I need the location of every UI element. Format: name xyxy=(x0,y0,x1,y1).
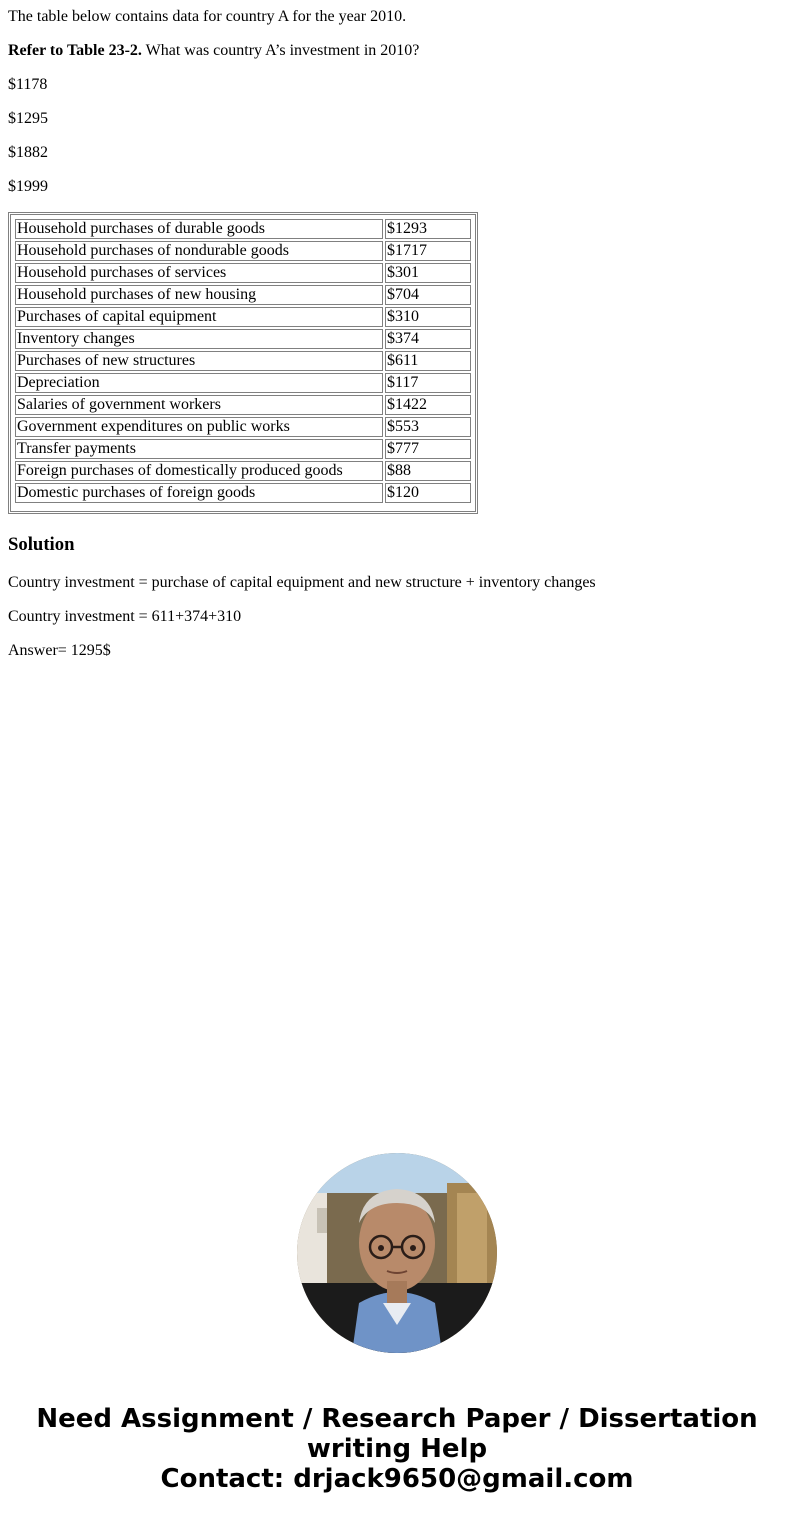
question-text xyxy=(8,42,419,60)
table-cell-value: $1717 xyxy=(385,241,471,261)
table-cell-label: Depreciation xyxy=(15,373,383,393)
table-cell-label: Household purchases of services xyxy=(15,263,383,283)
table-cell-label: Domestic purchases of foreign goods xyxy=(15,483,383,503)
table-row xyxy=(15,285,471,305)
question-ref: Refer to Table 23-2. xyxy=(8,42,142,59)
solution-line-2: Country investment = 611+374+310 xyxy=(8,608,242,625)
advertisement xyxy=(0,1404,794,1494)
table-row xyxy=(15,307,471,327)
table-cell-value: $704 xyxy=(385,285,471,305)
table-cell-value: $1422 xyxy=(385,395,471,415)
table-cell-label: Inventory changes xyxy=(15,329,383,349)
table-cell-label: Foreign purchases of domestically produced goods xyxy=(15,461,383,481)
table-row xyxy=(15,461,471,481)
table-row xyxy=(15,263,471,283)
table-cell-value: $301 xyxy=(385,263,471,283)
option-3: $1882 xyxy=(8,144,48,161)
table-row xyxy=(15,219,471,239)
table-cell-value: $310 xyxy=(385,307,471,327)
solution-heading: Solution xyxy=(8,534,75,555)
ad-line-1: Need Assignment / Research Paper / Dissertation xyxy=(36,1404,758,1434)
table-cell-label: Household purchases of new housing xyxy=(15,285,383,305)
table-cell-value: $117 xyxy=(385,373,471,393)
intro-text: The table below contains data for country A for the year 2010. xyxy=(8,8,407,25)
table-cell-value: $1293 xyxy=(385,219,471,239)
table-row xyxy=(15,373,471,393)
option-1: $1178 xyxy=(8,76,48,93)
data-table xyxy=(11,215,475,511)
author-photo-image xyxy=(297,1153,497,1353)
option-4: $1999 xyxy=(8,178,48,195)
table-cell-value: $120 xyxy=(385,483,471,503)
table-cell-label: Government expenditures on public works xyxy=(15,417,383,437)
table-cell-label: Household purchases of durable goods xyxy=(15,219,383,239)
table-cell-label: Purchases of capital equipment xyxy=(15,307,383,327)
table-cell-label: Purchases of new structures xyxy=(15,351,383,371)
data-table-container xyxy=(8,212,478,514)
table-row xyxy=(15,241,471,261)
option-2: $1295 xyxy=(8,110,48,127)
table-cell-value: $374 xyxy=(385,329,471,349)
table-cell-value: $553 xyxy=(385,417,471,437)
solution-answer: Answer= 1295$ xyxy=(8,642,111,659)
table-cell-label: Transfer payments xyxy=(15,439,383,459)
ad-line-2: writing Help xyxy=(306,1434,488,1464)
table-row xyxy=(15,483,471,503)
table-cell-value: $611 xyxy=(385,351,471,371)
table-row xyxy=(15,329,471,349)
table-row xyxy=(15,439,471,459)
table-row xyxy=(15,351,471,371)
author-photo xyxy=(297,1153,497,1353)
question-body: What was country A’s investment in 2010? xyxy=(141,42,420,59)
table-row xyxy=(15,395,471,415)
table-cell-value: $88 xyxy=(385,461,471,481)
ad-contact: Contact: drjack9650@gmail.com xyxy=(160,1464,634,1494)
table-cell-label: Household purchases of nondurable goods xyxy=(15,241,383,261)
solution-line-1: Country investment = purchase of capital equipment and new structure + inventory changes xyxy=(8,574,596,591)
table-cell-value: $777 xyxy=(385,439,471,459)
table-row xyxy=(15,417,471,437)
table-cell-label: Salaries of government workers xyxy=(15,395,383,415)
